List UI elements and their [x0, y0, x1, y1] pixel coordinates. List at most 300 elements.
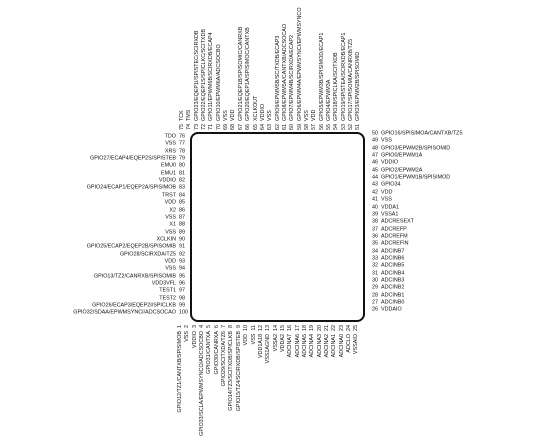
pin-number: 2	[184, 325, 191, 328]
pin-48	[369, 146, 450, 151]
pin-97	[159, 289, 188, 294]
pin-59	[298, 7, 303, 130]
pin-number: 68	[230, 124, 237, 130]
pin-number: 80	[179, 162, 185, 169]
pin-number: 59	[296, 124, 303, 130]
pin-number: 25	[353, 325, 360, 331]
pin-number: 56	[318, 124, 325, 130]
pin-56	[320, 33, 325, 130]
pin-61	[283, 24, 288, 130]
pin-name: VSS	[165, 265, 176, 272]
pin-number: 35	[372, 240, 378, 247]
pin-name: GPIO17/SPISOMIA/CANRXB/TZ5	[348, 38, 355, 121]
pin-name: ADCREFM	[381, 233, 408, 240]
pin-name: GPIO10/EPWM6A/ADCSOCBO	[215, 44, 222, 121]
pin-6	[215, 325, 220, 374]
pin-number: 8	[228, 325, 235, 328]
pin-name: TDO	[164, 133, 176, 140]
pin-number: 1	[177, 325, 183, 328]
pin-39	[369, 212, 398, 217]
pin-name: VSS	[381, 196, 392, 203]
pin-name: VDD	[164, 199, 176, 206]
pin-number: 89	[179, 228, 185, 235]
pin-name: ADCINA4	[309, 334, 316, 358]
pin-number: 72	[201, 124, 208, 130]
pin-name: ADCINB6	[381, 255, 405, 262]
pin-number: 9	[235, 325, 242, 328]
pin-number: 100	[179, 309, 188, 316]
pin-name: ADCINA0	[338, 334, 345, 358]
pin-name: ADCRESEXT	[381, 218, 414, 225]
pin-name: VDD3VFL	[151, 280, 176, 287]
pin-number: 33	[372, 255, 378, 262]
pin-number: 65	[252, 124, 259, 130]
pin-name: GPIO3/EPWM2B/SPISOMID	[381, 144, 451, 151]
pin-number: 22	[331, 325, 338, 331]
pin-number: 97	[179, 287, 185, 294]
pin-33	[369, 256, 404, 261]
pin-24	[347, 325, 352, 353]
pin-10	[244, 325, 249, 345]
pin-number: 21	[324, 325, 330, 331]
pin-35	[369, 242, 409, 247]
pin-name: TMS	[186, 109, 193, 121]
pin-number: 42	[372, 189, 378, 196]
pin-number: 73	[193, 124, 200, 130]
pin-80	[161, 164, 188, 169]
pin-name: VSS	[165, 228, 176, 235]
pin-34	[369, 249, 404, 254]
pin-number: 45	[372, 167, 378, 174]
pin-name: VDDAIO	[381, 306, 402, 313]
pin-73	[195, 31, 200, 130]
pin-38	[369, 219, 414, 224]
pin-18	[303, 325, 308, 357]
pin-name: ADCINB2	[381, 284, 405, 291]
pin-number: 3	[191, 325, 198, 328]
pin-60	[290, 35, 295, 130]
pin-65	[254, 96, 259, 130]
pin-name: GPIO31/CANTXA	[206, 331, 213, 374]
pin-number: 18	[301, 325, 308, 331]
pin-23	[340, 325, 345, 357]
pin-number: 64	[259, 124, 266, 130]
pin-96	[152, 281, 188, 286]
pin-name: GPIO16/SPISIMOA/CANTXB/TZ5	[381, 130, 463, 137]
pin-44	[369, 175, 450, 180]
pin-name: ADCINA5	[301, 334, 308, 358]
pin-number: 77	[179, 140, 185, 147]
pin-name: VSS	[303, 110, 310, 121]
pin-number: 26	[372, 306, 378, 313]
pin-number: 70	[215, 124, 222, 130]
pin-name: ADCINB0	[381, 299, 405, 306]
pin-number: 87	[179, 214, 185, 221]
pin-number: 78	[179, 147, 185, 154]
pin-name: ADCINB4	[381, 269, 405, 276]
pin-number: 98	[179, 294, 185, 301]
pin-name: GPIO7/EPWM4B/SCIRXDA/ECAP2	[289, 35, 296, 121]
pin-70	[217, 44, 222, 130]
pin-26	[369, 308, 402, 313]
pin-number: 11	[250, 325, 257, 331]
pin-name: VDD	[230, 109, 237, 121]
pin-46	[369, 161, 398, 166]
pin-name: GPIO26/ECAP3/EQEP2I/SPICLKB	[92, 302, 176, 309]
pin-name: EMU0	[161, 162, 176, 169]
pin-name: TCK	[179, 110, 185, 121]
pin-3	[193, 325, 198, 348]
pin-name: GPIO4/EPWM3A	[326, 79, 332, 121]
pin-name: GPIO29/SCITXDA/TZ6	[221, 331, 228, 387]
pin-name: ADCINA6	[294, 334, 301, 358]
pin-32	[369, 264, 404, 269]
pin-name: VSS1AGND	[265, 334, 272, 364]
pin-name: ADCINB5	[381, 262, 405, 269]
pin-number: 38	[372, 218, 378, 225]
pin-name: GPIO28/SCIRXDA/TZ5	[119, 250, 176, 257]
pin-number: 13	[265, 325, 272, 331]
pin-number: 37	[372, 225, 378, 232]
pin-number: 16	[287, 325, 294, 331]
pin-number: 69	[223, 124, 230, 130]
pin-number: 41	[372, 196, 378, 203]
pin-number: 36	[372, 233, 378, 240]
pin-name: GPIO24/ECAP1/EQEP2A/SPISIMOB	[86, 184, 176, 191]
pin-86	[169, 208, 188, 213]
pin-95	[94, 274, 188, 279]
pin-name: GPIO1/EPWM1B/SPISIMOD	[381, 174, 451, 181]
pin-name: VSS	[165, 214, 176, 221]
pin-name: VSS	[223, 110, 230, 121]
pin-number: 88	[179, 221, 185, 228]
pin-name: GPIO8/EPWM5A/CANTXB/ADCSOCAO	[281, 23, 288, 121]
pin-name: GPIO19/SPISTEA/SCIRXDB/ECAP1	[340, 32, 347, 121]
pin-name: ADCINB1	[381, 291, 405, 298]
pin-number: 30	[372, 277, 378, 284]
pin-name: ADCINA2	[324, 334, 330, 358]
pin-name: XRS	[164, 147, 176, 154]
pin-72	[202, 29, 207, 130]
pin-74	[187, 110, 192, 130]
pin-40	[369, 205, 399, 210]
pin-2	[185, 325, 190, 342]
pin-name: VDDIO	[381, 159, 399, 166]
pin-name: EMU1	[161, 170, 176, 177]
pin-91	[87, 245, 188, 250]
pin-name: GPIO11/EPWM6B/SCIRXDB/ECAP4	[208, 32, 215, 121]
pin-name: VSSA2	[272, 334, 279, 352]
pin-name: GPIO5/EPWM3B/SPISIMOD/ECAP1	[318, 32, 325, 121]
pin-number: 29	[372, 284, 378, 291]
pin-number: 49	[372, 137, 378, 144]
pin-76	[165, 134, 188, 139]
pin-71	[209, 32, 214, 130]
pin-name: TEST2	[159, 294, 176, 301]
pin-name: ADCINB7	[381, 247, 405, 254]
pin-1	[178, 325, 183, 412]
pin-number: 92	[179, 250, 185, 257]
pin-number: 32	[372, 262, 378, 269]
pin-number: 82	[179, 177, 185, 184]
pin-name: VSSA1	[381, 211, 399, 218]
pin-16	[288, 325, 293, 357]
pin-name: GPIO6/EPWM4A/EPWMSYNCI/EPWMSYNCO	[296, 7, 303, 121]
pin-number: 99	[179, 302, 185, 309]
pin-name: GPIO15/TZ4/SCIRXDB/SPISTEB	[235, 331, 242, 412]
pin-name: VDD1A18	[257, 334, 264, 358]
pin-83	[87, 186, 188, 191]
pin-number: 83	[179, 184, 185, 191]
pin-name: GPIO9/EPWM5B/SCITXDB/ECAP3	[274, 35, 281, 121]
pin-4	[200, 325, 205, 436]
pin-number: 60	[289, 124, 296, 130]
pin-name: GPIO21/EQEP1B/SPISOMIC/CANRXB	[237, 26, 244, 121]
pin-number: 90	[179, 236, 185, 243]
pin-66	[246, 27, 251, 130]
pin-84	[162, 193, 188, 198]
pin-85	[165, 200, 188, 205]
pin-name: VSS	[381, 137, 392, 144]
pin-name: ADCREFP	[381, 225, 407, 232]
pin-number: 31	[372, 269, 378, 276]
pin-82	[159, 178, 188, 183]
pin-name: GPIO25/ECAP2/EQEP2B/SPISOMIB	[86, 243, 176, 250]
pin-number: 62	[274, 124, 281, 130]
pin-number: 85	[179, 199, 185, 206]
pin-number: 75	[179, 124, 185, 130]
chip-package-outline	[190, 132, 365, 322]
pin-name: VSS	[267, 110, 274, 121]
pin-name: X1	[169, 221, 176, 228]
pin-number: 10	[243, 325, 250, 331]
pin-number: 95	[179, 272, 185, 279]
pin-number: 44	[372, 174, 378, 181]
pin-name: GPIO23/EQEP1I/SPISTEC/SCIRXDB	[193, 30, 200, 121]
pin-name: GPIO34	[381, 181, 401, 188]
pin-75	[180, 110, 185, 130]
pin-87	[165, 215, 188, 220]
pin-name: VDD	[164, 258, 176, 265]
pin-number: 55	[326, 124, 332, 130]
pin-37	[369, 227, 407, 232]
pin-77	[165, 142, 188, 147]
pin-name: GPIO18/SPICLKA/SCITXDB	[333, 52, 340, 121]
pin-68	[231, 110, 236, 130]
pin-93	[165, 259, 188, 264]
pin-number: 7	[221, 325, 228, 328]
pin-number: 61	[281, 124, 288, 130]
pin-name: TEST1	[159, 287, 176, 294]
pin-name: GPIO20/EQEP1A/SPISIMOC/CANTXB	[245, 27, 252, 121]
pin-name: VDDIO	[259, 103, 266, 121]
pin-94	[165, 267, 188, 272]
pin-55	[327, 80, 332, 130]
pin-number: 6	[213, 325, 220, 328]
pin-number: 14	[272, 325, 279, 331]
pin-51	[356, 52, 361, 130]
pin-7	[222, 325, 227, 386]
pin-number: 20	[316, 325, 323, 331]
pin-49	[369, 139, 392, 144]
pin-41	[369, 197, 392, 202]
pin-79	[90, 156, 188, 161]
pin-number: 79	[179, 155, 185, 162]
pin-27	[369, 300, 404, 305]
pin-17	[296, 325, 301, 357]
pin-25	[354, 325, 359, 354]
pin-name: GPIO30/CANRXA	[213, 331, 220, 375]
pin-name: GPIO13/TZ2/CANRXB/SPISOMIB	[93, 272, 176, 279]
pin-name: VDDA1	[381, 203, 399, 210]
pin-15	[281, 325, 286, 352]
pin-number: 19	[309, 325, 316, 331]
pin-29	[369, 286, 404, 291]
pin-53	[342, 33, 347, 130]
pin-number: 27	[372, 299, 378, 306]
pin-number: 40	[372, 203, 378, 210]
pin-number: 66	[245, 124, 252, 130]
pin-number: 81	[179, 170, 185, 177]
pin-98	[159, 296, 188, 301]
pin-name: VDD	[381, 189, 393, 196]
pin-52	[349, 39, 354, 130]
pin-42	[369, 190, 392, 195]
pin-number: 58	[303, 124, 310, 130]
pin-number: 51	[355, 124, 362, 130]
pin-50	[369, 131, 462, 136]
pin-11	[252, 325, 257, 344]
pin-number: 53	[340, 124, 347, 130]
pin-name: GPIO27/ECAP4/EQEP2S/SPISTEB	[90, 155, 176, 162]
pin-name: XCLKIN	[156, 236, 176, 243]
pin-number: 28	[372, 291, 378, 298]
pin-69	[224, 110, 229, 130]
pin-14	[274, 325, 279, 351]
pin-name: VDD	[243, 334, 250, 346]
pin-name: VDDA2	[279, 334, 286, 352]
pin-5	[207, 325, 212, 374]
pin-name: X2	[169, 206, 176, 213]
pin-67	[239, 27, 244, 130]
pin-name: TRST	[161, 192, 176, 199]
pin-number: 39	[372, 211, 378, 218]
pin-name: GPIO2/EPWM2A	[381, 167, 423, 174]
pin-58	[305, 110, 310, 130]
pin-63	[268, 110, 273, 130]
pin-name: GPIO32/SDAA/EPWMSYNCI/ADCSOCAO	[73, 309, 176, 316]
pin-name: VDD	[311, 109, 318, 121]
pin-13	[266, 325, 271, 363]
pin-99	[92, 303, 188, 308]
pin-name: VDDIO	[191, 331, 198, 349]
pin-28	[369, 293, 404, 298]
pin-name: VSSAIO	[353, 334, 360, 355]
pin-name: GPIO14/TZ3/SCITXDB/SPICLKB	[228, 331, 235, 411]
pin-name: VDDIO	[158, 177, 176, 184]
pin-43	[369, 183, 400, 188]
pin-22	[332, 325, 337, 357]
pin-47	[369, 153, 422, 158]
pin-number: 93	[179, 258, 185, 265]
pin-number: 96	[179, 280, 185, 287]
pin-number: 47	[372, 152, 378, 159]
pin-name: GPIO3/EPWM2B/SPISOMID	[355, 51, 362, 121]
pin-21	[325, 325, 330, 357]
pin-number: 12	[257, 325, 264, 331]
pin-name: ADCINB3	[381, 277, 405, 284]
pin-62	[276, 36, 281, 130]
pin-30	[369, 278, 404, 283]
pin-92	[120, 252, 188, 257]
pin-number: 74	[186, 124, 193, 130]
pin-name: ADCREFIN	[381, 240, 409, 247]
pin-number: 52	[348, 124, 355, 130]
pin-name: ADCINA7	[287, 334, 294, 358]
pin-number: 91	[179, 243, 185, 250]
pin-name: GPIO0/EPWM1A	[381, 152, 423, 159]
pin-20	[318, 325, 323, 357]
pin-number: 5	[206, 325, 213, 328]
pin-number: 24	[346, 325, 353, 331]
pin-number: 43	[372, 181, 378, 188]
pin-number: 57	[311, 124, 318, 130]
pin-name: VSS	[250, 333, 257, 345]
pin-number: 63	[267, 124, 274, 130]
pin-number: 4	[199, 325, 206, 328]
pin-number: 48	[372, 144, 378, 151]
pin-12	[259, 325, 264, 358]
pin-number: 17	[294, 325, 301, 331]
pin-78	[165, 149, 188, 154]
pin-31	[369, 271, 404, 276]
pin-number: 15	[279, 325, 286, 331]
pin-89	[165, 230, 188, 235]
pin-number: 23	[338, 325, 345, 331]
pin-45	[369, 168, 422, 173]
pin-number: 84	[179, 192, 185, 199]
pin-57	[312, 110, 317, 130]
pin-number: 54	[333, 124, 340, 130]
pin-name: XCLKOUT	[252, 95, 259, 121]
pin-number: 46	[372, 159, 378, 166]
pin-19	[310, 325, 315, 357]
pin-number: 76	[179, 133, 185, 140]
pin-81	[161, 171, 188, 176]
pin-name: VSS	[165, 140, 176, 147]
pin-54	[334, 52, 339, 130]
pin-name: GPIO22/EQEP1S/SPICLKC/SCITXDB	[201, 29, 208, 121]
pin-64	[261, 104, 266, 130]
pin-name: ADCINA1	[331, 334, 338, 358]
pin-name: GPIO33/SCLA/EPWMSYNCO/ADCSOCBO	[199, 331, 206, 436]
pin-8	[229, 325, 234, 411]
pin-number: 94	[179, 265, 185, 272]
pin-36	[369, 234, 408, 239]
pin-name: ADCINA3	[316, 334, 323, 358]
pin-name: ADCLO	[346, 334, 353, 353]
pin-number: 50	[372, 130, 378, 137]
pin-name: VSS	[184, 331, 191, 342]
pin-90	[157, 237, 188, 242]
pin-100	[73, 311, 188, 316]
pin-number: 34	[372, 247, 378, 254]
pin-name: GPIO12/TZ1/CANTXB/SPISIMOB	[177, 331, 183, 413]
pin-number: 86	[179, 206, 185, 213]
pin-number: 67	[237, 124, 244, 130]
pin-number: 71	[208, 124, 215, 130]
pin-9	[237, 325, 242, 411]
